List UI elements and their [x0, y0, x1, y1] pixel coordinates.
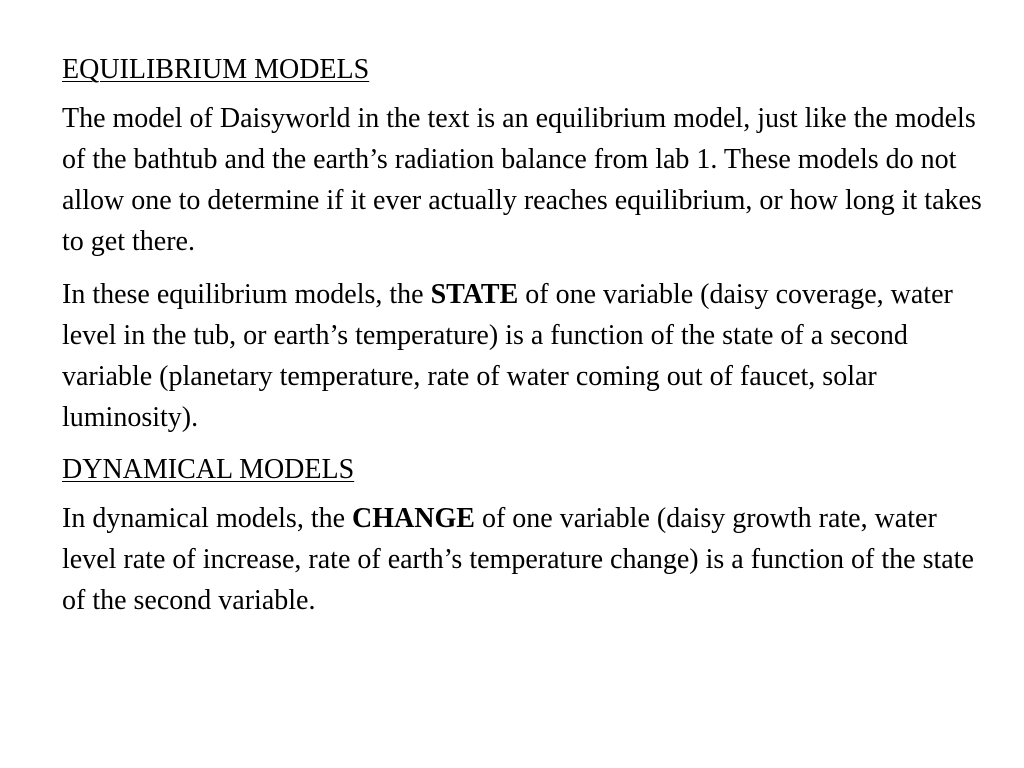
equilibrium-paragraph-2-after: of one variable (daisy coverage, water level in the tub, or earth’s temperature) is a function of the state of a second variable (planetary temperature, rate of water coming out of faucet, solar luminosity). — [62, 279, 953, 433]
equilibrium-paragraph-1: The model of Daisyworld in the text is an equilibrium model, just like the models of the bathtub and the earth’s radiation balance from lab 1. These models do not allow one to determine if it ever actually reaches equilibrium, or how long it takes to get there. — [62, 103, 982, 257]
dynamical-paragraph-1-before: In dynamical models, the — [62, 503, 353, 534]
dynamical-paragraph-1-after: of one variable (daisy growth rate, water level rate of increase, rate of earth’s temperature change) is a function of the state of the second variable. — [62, 503, 974, 616]
equilibrium-paragraph-2 — [62, 274, 984, 438]
dynamical-models-heading: DYNAMICAL MODELS — [62, 454, 355, 485]
equilibrium-models-heading: EQUILIBRIUM MODELS — [62, 54, 370, 85]
change-emphasis: CHANGE — [352, 503, 475, 534]
dynamical-heading-block — [62, 450, 984, 490]
equilibrium-heading-block — [62, 50, 984, 90]
equilibrium-paragraph-2-before: In these equilibrium models, the — [62, 279, 431, 310]
state-emphasis: STATE — [430, 279, 519, 310]
dynamical-paragraph-1 — [62, 498, 984, 621]
